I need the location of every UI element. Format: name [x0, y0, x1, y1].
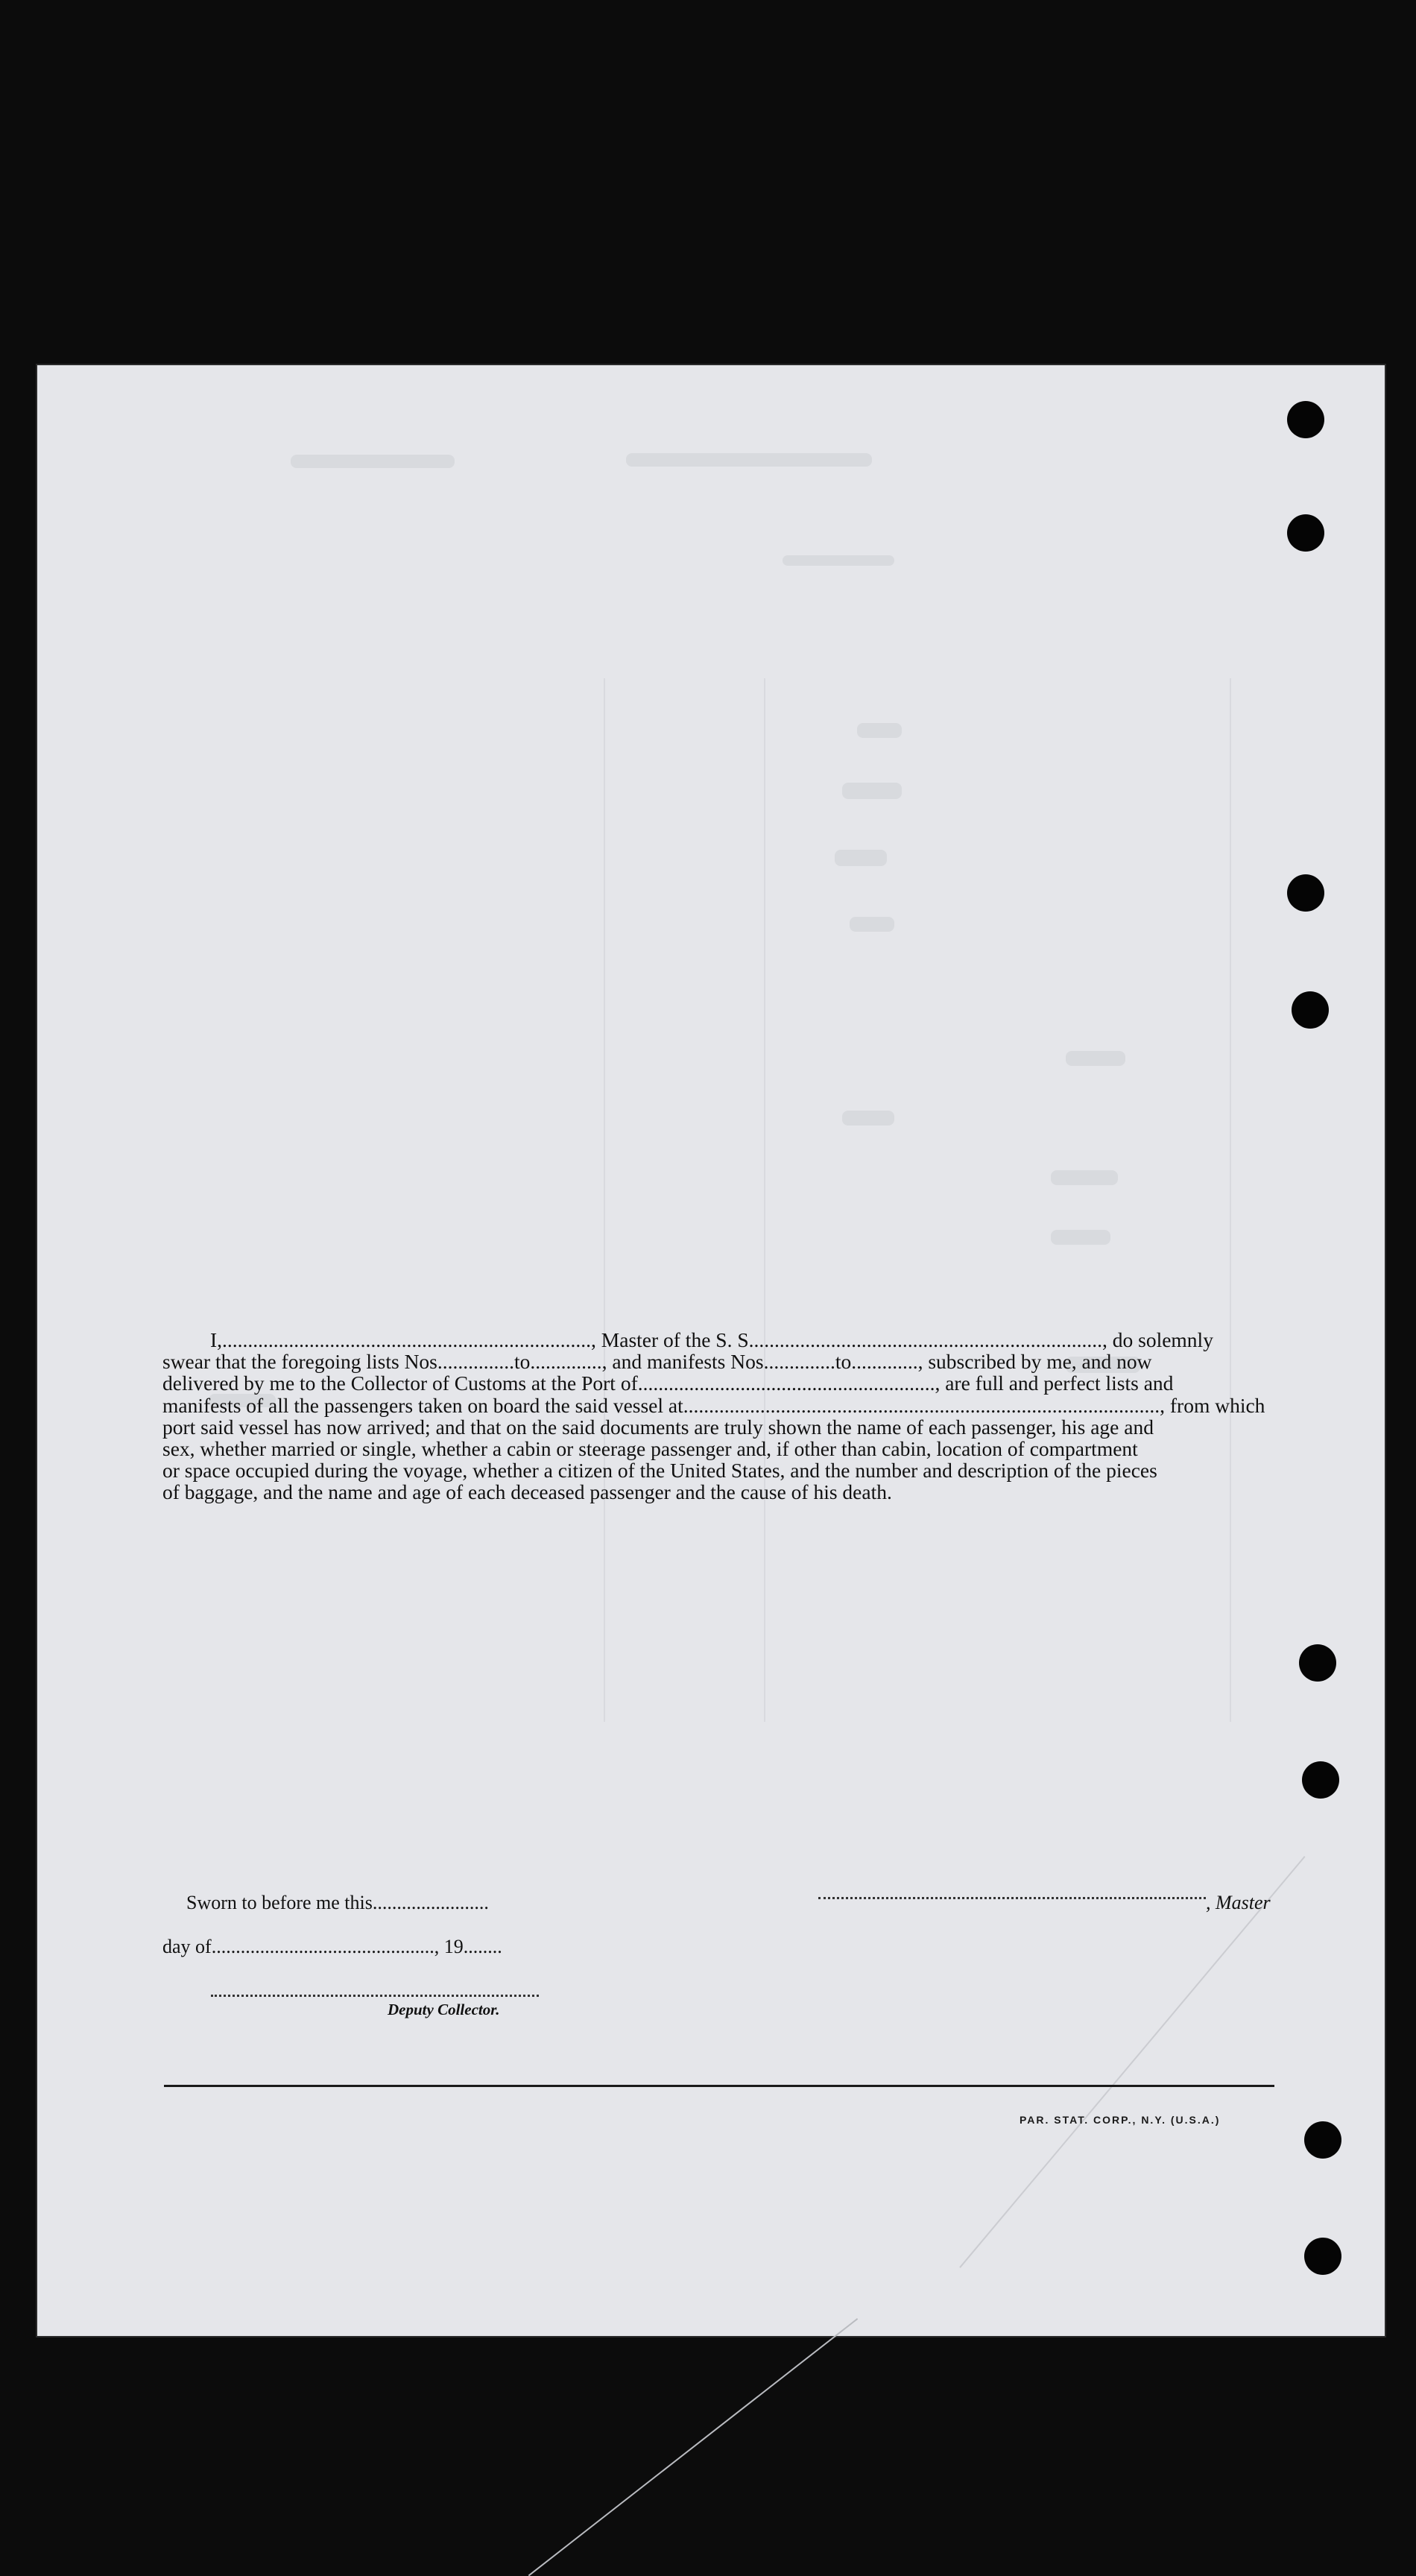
master-oath-paragraph — [162, 1329, 1276, 1503]
bleed-through-column-rule — [764, 678, 765, 1722]
bleed-through-header — [783, 555, 894, 566]
paper-crease — [959, 1856, 1305, 2268]
bleed-through-mark — [850, 917, 894, 932]
punch-hole — [1287, 874, 1324, 912]
day-of-text: day of.............................................., 19........ — [162, 1936, 502, 1957]
oath-line: manifests of all the passengers taken on board the said vessel at............................................................................................., from which — [162, 1393, 1265, 1417]
oath-line: swear that the foregoing lists Nos...............to.............., and manifests Nos..............to............., subscribed by me, and now — [162, 1350, 1152, 1374]
deputy-signature-line — [211, 1995, 539, 1997]
printer-imprint: PAR. STAT. CORP., N.Y. (U.S.A.) — [1020, 2114, 1221, 2126]
bleed-through-column-rule — [604, 678, 605, 1722]
punch-hole — [1292, 991, 1329, 1029]
sworn-before-text: Sworn to before me this........................ — [186, 1892, 489, 1913]
bleed-through-mark — [1051, 1170, 1118, 1185]
punch-hole — [1287, 514, 1324, 552]
master-signature-line — [818, 1897, 1206, 1899]
oath-line: of baggage, and the name and age of each deceased passenger and the cause of his death. — [162, 1480, 892, 1504]
oath-line: or space occupied during the voyage, whether a citizen of the United States, and the number and description of the pieces — [162, 1459, 1157, 1483]
bleed-through-header — [291, 455, 455, 468]
bleed-through-mark — [857, 723, 902, 738]
bleed-through-column-rule — [1230, 678, 1231, 1722]
punch-hole — [1302, 1761, 1339, 1799]
punch-hole — [1304, 2238, 1341, 2275]
punch-hole — [1304, 2121, 1341, 2159]
bottom-rule — [164, 2085, 1274, 2087]
bleed-through-mark — [1066, 1051, 1125, 1066]
punch-hole — [1299, 1644, 1336, 1682]
punch-hole — [1287, 401, 1324, 438]
oath-line: port said vessel has now arrived; and that on the said documents are truly shown the name of each passenger, his age and — [162, 1415, 1154, 1439]
oath-line: delivered by me to the Collector of Customs at the Port of.........................................................., are full and perfect lists and — [162, 1371, 1174, 1395]
paper-crease — [528, 2318, 859, 2576]
bleed-through-mark — [835, 850, 887, 866]
bleed-through-mark — [1051, 1230, 1110, 1245]
oath-line: sex, whether married or single, whether a cabin or steerage passenger and, if other than cabin, location of compartment — [162, 1437, 1138, 1461]
deputy-collector-label: Deputy Collector. — [388, 2001, 500, 2018]
bleed-through-header — [626, 453, 872, 467]
oath-line-text: I,........................................................................, Master of the S. S....................................................................., do solemnly — [210, 1328, 1213, 1351]
oath-line — [162, 1329, 1276, 1351]
bleed-through-mark — [842, 1111, 894, 1126]
bleed-through-mark — [842, 783, 902, 799]
master-label: , Master — [1206, 1892, 1271, 1913]
